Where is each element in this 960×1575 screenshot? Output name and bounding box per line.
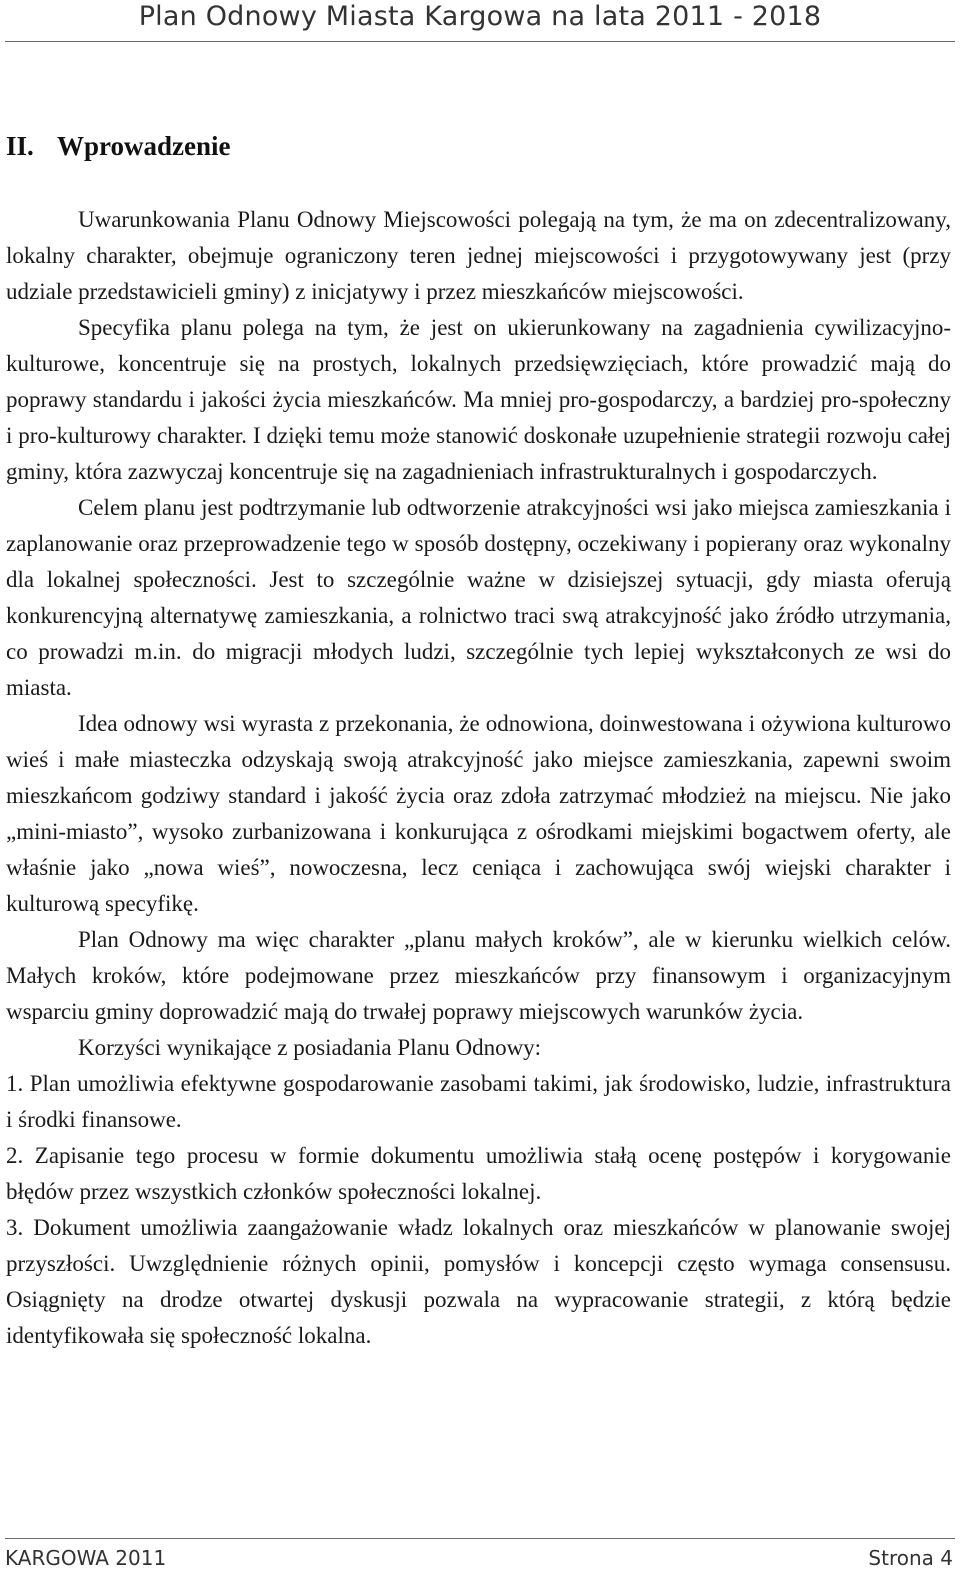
section-number: II. [6,131,34,161]
running-header: Plan Odnowy Miasta Kargowa na lata 2011 - 2018 [138,1,822,32]
footer-left-text: KARGOWA 2011 [5,1546,167,1570]
paragraph-goal: Celem planu jest podtrzymanie lub odtworzenie atrakcyjności wsi jako miejsca zamieszkania i zaplanowanie oraz przeprowadzenie tego w sposób dostępny, oczekiwany i popierany oraz wykonalny dla lokalnej społeczności. Jest to szczególnie ważne w dzisiejszej sytuacji, gdy miasta oferują konkurencyjną alternatywę zamieszkania, a rolnictwo traci swą atrakcyjność jako źródło utrzymania, co prowadzi m.in. do migracji młodych ludzi, szczególnie tych lepiej wykształconych ze wsi do miasta. [6,495,951,700]
page-footer [5,1544,955,1575]
benefits-intro: Korzyści wynikające z posiadania Planu Odnowy: [78,1035,542,1060]
body-text [6,202,951,1354]
benefit-item-3: 3. Dokument umożliwia zaangażowanie władz lokalnych oraz mieszkańców w planowanie swojej przyszłości. Uwzględnienie różnych opinii, pomysłów i koncepcji często wymaga consensusu. Osiągnięty na drodze otwartej dyskusji pozwala na wypracowanie strategii, z którą będzie identyfikowała się społeczność lokalna. [6,1215,951,1348]
header-divider [5,41,955,42]
paragraph-conditions: Uwarunkowania Planu Odnowy Miejscowości polegają na tym, że ma on zdecentralizowany, lokalny charakter, obejmuje ograniczony teren jednej miejscowości i przygotowywany jest (przy udziale przedstawicieli gminy) z inicjatywy i przez mieszkańców miejscowości. [6,207,951,304]
paragraph-small-steps: Plan Odnowy ma więc charakter „planu małych kroków”, ale w kierunku wielkich celów. Małych kroków, które podejmowane przez mieszkańców przy finansowym i organizacyjnym wsparciu gminy doprowadzić mają do trwałej poprawy miejscowych warunków życia. [6,927,951,1024]
paragraph-idea: Idea odnowy wsi wyrasta z przekonania, że odnowiona, doinwestowana i ożywiona kulturowo wieś i małe miasteczka odzyskają swoją atrakcyjność jako miejsce zamieszkania, zapewni swoim mieszkańcom godziwy standard i jakość życia oraz zdoła zatrzymać młodzież na miejscu. Nie jako „mini-miasto”, wysoko zurbanizowana i konkurująca z ośrodkami miejskimi bogactwem oferty, ale właśnie jako „nowa wieś”, nowoczesna, lecz ceniąca i zachowująca swój wiejski charakter i kulturową specyfikę. [6,711,951,916]
benefit-item-1: 1. Plan umożliwia efektywne gospodarowanie zasobami takimi, jak środowisko, ludzie, infrastruktura i środki finansowe. [6,1071,951,1132]
paragraph-specificity: Specyfika planu polega na tym, że jest on ukierunkowany na zagadnienia cywilizacyjno-kulturowe, koncentruje się na prostych, lokalnych przedsięwzięciach, które prowadzić mają do poprawy standardu i jakości życia mieszkańców. Ma mniej pro-gospodarczy, a bardziej pro-społeczny i pro-kulturowy charakter. I dzięki temu może stanowić doskonałe uzupełnienie strategii rozwoju całej gminy, która zazwyczaj koncentruje się na zagadnieniach infrastrukturalnych i gospodarczych. [6,315,951,484]
footer-divider [5,1538,955,1539]
section-heading [6,128,231,164]
page-number: Strona 4 [868,1546,953,1570]
section-title: Wprowadzenie [57,131,231,161]
benefit-item-2: 2. Zapisanie tego procesu w formie dokumentu umożliwia stałą ocenę postępów i korygowanie błędów przez wszystkich członków społeczności lokalnej. [6,1143,951,1204]
